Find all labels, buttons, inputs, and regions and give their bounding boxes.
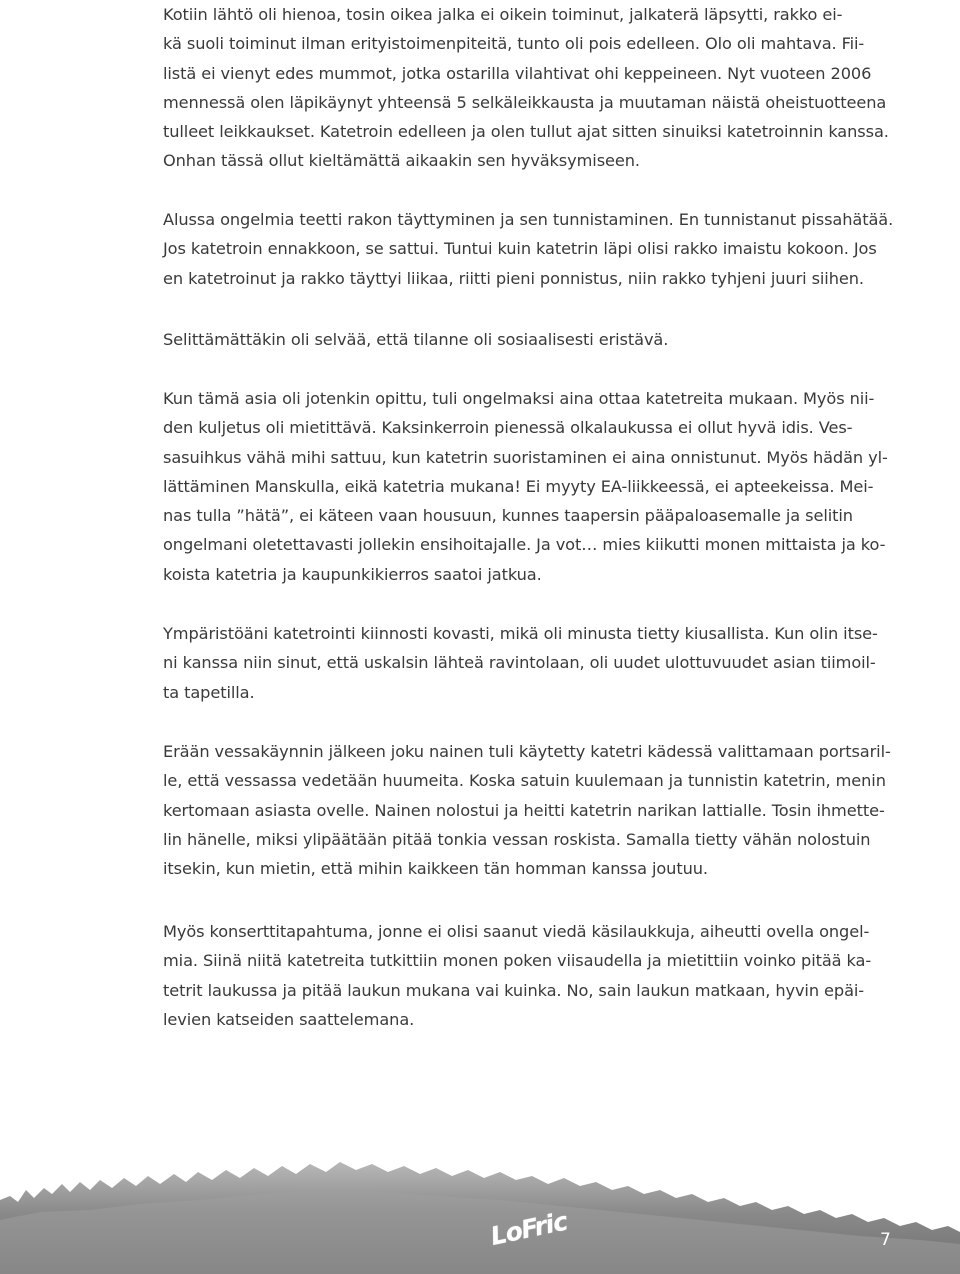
text-line: kä suoli toiminut ilman erityistoimenpiteitä, tunto oli pois edelleen. Olo oli mahtava. Fii- (163, 34, 865, 54)
paragraph-5 (163, 619, 878, 707)
page-number: 7 (880, 1230, 891, 1250)
text-line: tulleet leikkaukset. Katetroin edelleen ja olen tullut ajat sitten sinuiksi katetroinnin kanssa. (163, 122, 889, 142)
text-line: listä ei vienyt edes mummot, jotka ostarilla vilahtivat ohi keppeineen. Nyt vuoteen 2006 (163, 63, 872, 83)
text-line: le, että vessassa vedetään huumeita. Koska satuin kuulemaan ja tunnistin katetrin, menin (163, 771, 886, 791)
paragraph-7 (163, 917, 871, 1034)
text-line: lättäminen Manskulla, eikä katetria mukana! Ei myyty EA-liikkeessä, ei apteekeissa. Mei- (163, 476, 874, 496)
footer-grass-band (0, 1160, 960, 1274)
text-line: mia. Siinä niitä katetreita tutkittiin monen poken viisaudella ja mietittiin voinko pitää ka- (163, 951, 872, 971)
text-line: mennessä olen läpikäynyt yhteensä 5 selkäleikkausta ja muutaman näistä oheistuotteena (163, 92, 887, 112)
paragraph-6 (163, 737, 891, 883)
text-line: ta tapetilla. (163, 682, 255, 702)
text-line: itsekin, kun mietin, että mihin kaikkeen tän homman kanssa joutuu. (163, 859, 708, 879)
text-line: ni kanssa niin sinut, että uskalsin lähteä ravintolaan, oli uudet ulottuvuudet asian tiimoil- (163, 653, 876, 673)
text-line: Alussa ongelmia teetti rakon täyttyminen ja sen tunnistaminen. En tunnistanut pissahätää. (163, 210, 894, 229)
text-line: Kun tämä asia oli jotenkin opittu, tuli ongelmaksi aina ottaa katetreita mukaan. Myös nii- (163, 389, 875, 408)
text-line: Onhan tässä ollut kieltämättä aikaakin sen hyväksymiseen. (163, 151, 640, 171)
text-line: nas tulla ”hätä”, ei käteen vaan housuun, kunnes taapersin pääpaloasemalle ja selitin (163, 506, 853, 526)
text-line: tetrit laukussa ja pitää laukun mukana vai kuinka. No, sain laukun matkaan, hyvin epäi- (163, 980, 865, 1000)
text-line: Selittämättäkin oli selvää, että tilanne oli sosiaalisesti eristävä. (163, 330, 669, 349)
paragraph-4 (163, 384, 888, 589)
paragraph-3 (163, 325, 668, 354)
text-line: sasuihkus vähä mihi sattuu, kun katetrin suoristaminen ei aina onnistunut. Myös hädän yl- (163, 447, 888, 467)
text-line: kertomaan asiasta ovelle. Nainen nolostui ja heitti katetrin narikan lattialle. Tosin ihmette- (163, 800, 885, 820)
text-line: den kuljetus oli mietittävä. Kaksinkerroin pienessä olkalaukussa ei ollut hyvä idis. Ves- (163, 418, 853, 438)
text-line: Kotiin lähtö oli hienoa, tosin oikea jalka ei oikein toiminut, jalkaterä läpsytti, rakko ei- (163, 5, 843, 24)
lofric-logo: LoFric (487, 1206, 570, 1251)
text-line: Myös konserttitapahtuma, jonne ei olisi saanut viedä käsilaukkuja, aiheutti ovella ongel- (163, 922, 870, 941)
paragraph-1 (163, 0, 889, 176)
text-line: Jos katetroin ennakkoon, se sattui. Tuntui kuin katetrin läpi olisi rakko imaistu kokoon. Jos (163, 239, 877, 259)
text-line: koista katetria ja kaupunkikierros saatoi jatkua. (163, 564, 542, 584)
text-line: lin hänelle, miksi ylipäätään pitää tonkia vessan roskista. Samalla tietty vähän nolostuin (163, 829, 871, 849)
paragraph-2 (163, 205, 893, 293)
text-line: Ympäristöäni katetrointi kiinnosti kovasti, mikä oli minusta tietty kiusallista. Kun olin itse- (163, 624, 878, 643)
text-line: Erään vessakäynnin jälkeen joku nainen tuli käytetty katetri kädessä valittamaan portsaril- (163, 742, 891, 761)
text-line: ongelmani oletettavasti jollekin ensihoitajalle. Ja vot… mies kiikutti monen mittaista ja ko- (163, 535, 886, 555)
text-line: levien katseiden saattelemana. (163, 1009, 415, 1029)
text-line: en katetroinut ja rakko täyttyi liikaa, riitti pieni ponnistus, niin rakko tyhjeni juuri siihen. (163, 268, 864, 288)
